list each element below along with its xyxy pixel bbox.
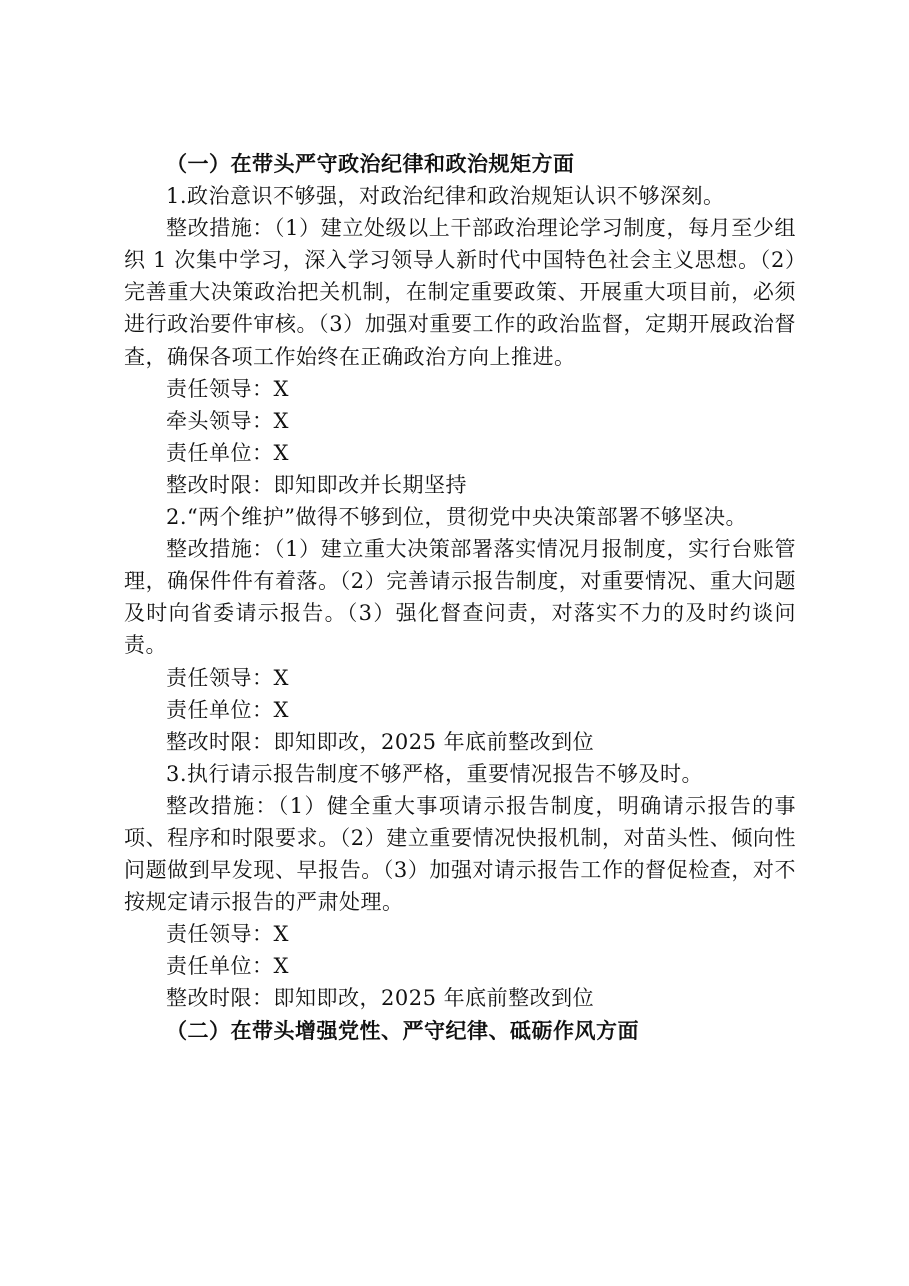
issue-2-responsible-unit: 责任单位：X (166, 697, 289, 722)
issue-2-measures: 整改措施：（1）建立重大决策部署落实情况月报制度，实行台账管理，确保件件有着落。（2）完善请示报告制度，对重要情况、重大问题及时向省委请示报告。（3）强化督查问责，对落实不力的及时约谈问责。 (124, 537, 796, 658)
issue-1-responsible-leader: 责任领导：X (166, 376, 289, 401)
section-heading-2: （二）在带头增强党性、严守纪律、砥砺作风方面 (166, 1017, 639, 1043)
issue-2-title: 2.“两个维护”做得不够到位，贯彻党中央决策部署不够坚决。 (166, 505, 748, 530)
issue-1-measures: 整改措施：（1）建立处级以上干部政治理论学习制度，每月至少组织 1 次集中学习，深入学习领导人新时代中国特色社会主义思想。（2）完善重大决策政治把关机制，在制定重要政策、开展重大项目前，必须进行政治要件审核。（3）加强对重要工作的政治监督，定期开展政治督查，确保各项工作始终在正确政治方向上推进。 (124, 216, 796, 369)
issue-3-responsible-leader: 责任领导：X (166, 922, 289, 947)
issue-1-responsible-unit: 责任单位：X (166, 440, 289, 465)
section-heading-1: （一）在带头严守政治纪律和政治规矩方面 (166, 151, 575, 176)
issue-2-deadline: 整改时限：即知即改，2025 年底前整改到位 (166, 729, 595, 754)
issue-3-deadline: 整改时限：即知即改，2025 年底前整改到位 (166, 986, 595, 1011)
issue-1-title: 1.政治意识不够强，对政治纪律和政治规矩认识不够深刻。 (166, 184, 725, 209)
issue-1-lead-leader: 牵头领导：X (166, 408, 289, 433)
issue-3-responsible-unit: 责任单位：X (166, 954, 289, 979)
issue-2-responsible-leader: 责任领导：X (166, 665, 289, 690)
issue-3-measures: 整改措施：（1）健全重大事项请示报告制度，明确请示报告的事项、程序和时限要求。（2）建立重要情况快报机制，对苗头性、倾向性问题做到早发现、早报告。（3）加强对请示报告工作的督促检查，对不按规定请示报告的严肃处理。 (124, 793, 796, 915)
issue-3-title: 3.执行请示报告制度不够严格，重要情况报告不够及时。 (166, 761, 704, 786)
issue-1-deadline: 整改时限：即知即改并长期坚持 (166, 472, 467, 497)
document-body (124, 148, 796, 1047)
